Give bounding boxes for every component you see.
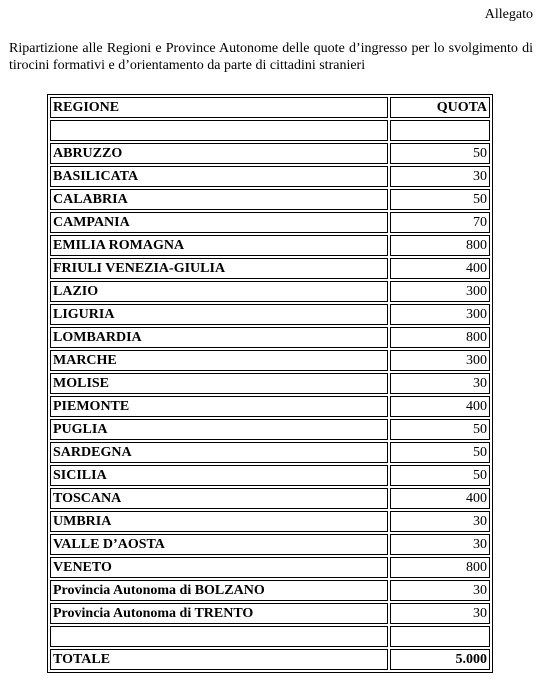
region-cell: LAZIO (50, 281, 388, 302)
region-cell: ABRUZZO (50, 143, 388, 164)
table-row (50, 143, 490, 164)
table-row (50, 580, 490, 601)
quota-cell: 800 (390, 235, 490, 256)
total-label: TOTALE (50, 649, 388, 670)
total-row (50, 649, 490, 670)
quota-cell: 50 (390, 419, 490, 440)
region-cell: UMBRIA (50, 511, 388, 532)
region-cell: Provincia Autonoma di TRENTO (50, 603, 388, 624)
quota-cell: 30 (390, 603, 490, 624)
region-cell: MOLISE (50, 373, 388, 394)
blank-row (50, 120, 490, 141)
table-row (50, 350, 490, 371)
table-row (50, 396, 490, 417)
quota-cell: 30 (390, 166, 490, 187)
quota-cell: 70 (390, 212, 490, 233)
table-row (50, 534, 490, 555)
region-cell: PUGLIA (50, 419, 388, 440)
region-cell: CAMPANIA (50, 212, 388, 233)
table-row (50, 373, 490, 394)
region-cell: VENETO (50, 557, 388, 578)
table-row (50, 419, 490, 440)
blank-cell (50, 120, 388, 141)
region-cell: SICILIA (50, 465, 388, 486)
region-cell: EMILIA ROMAGNA (50, 235, 388, 256)
table-row (50, 281, 490, 302)
quota-table-body (50, 97, 490, 670)
quota-cell: 30 (390, 580, 490, 601)
table-row (50, 488, 490, 509)
quota-cell: 50 (390, 465, 490, 486)
region-cell: CALABRIA (50, 189, 388, 210)
table-row (50, 327, 490, 348)
region-cell: FRIULI VENEZIA-GIULIA (50, 258, 388, 279)
table-row (50, 258, 490, 279)
region-cell: LIGURIA (50, 304, 388, 325)
quota-cell: 30 (390, 534, 490, 555)
quota-cell: 400 (390, 396, 490, 417)
table-row (50, 235, 490, 256)
table-row (50, 166, 490, 187)
quota-cell: 400 (390, 258, 490, 279)
region-cell: SARDEGNA (50, 442, 388, 463)
table-row (50, 603, 490, 624)
quota-cell: 800 (390, 327, 490, 348)
quota-table (47, 94, 493, 673)
table-row (50, 304, 490, 325)
quota-cell: 50 (390, 143, 490, 164)
table-row (50, 189, 490, 210)
intro-paragraph: Ripartizione alle Regioni e Province Autonome delle quote d’ingresso per lo svolgimento di tirocini formativi e d’orientamento da parte di cittadini stranieri (9, 41, 533, 73)
table-row (50, 557, 490, 578)
table-row (50, 442, 490, 463)
attachment-label: Allegato (484, 7, 533, 22)
table-row (50, 465, 490, 486)
region-cell: PIEMONTE (50, 396, 388, 417)
blank-row (50, 626, 490, 647)
quota-cell: 800 (390, 557, 490, 578)
quota-cell: 300 (390, 281, 490, 302)
region-cell: LOMBARDIA (50, 327, 388, 348)
blank-cell (390, 626, 490, 647)
header-row (50, 97, 490, 118)
blank-cell (390, 120, 490, 141)
blank-cell (50, 626, 388, 647)
header-quota: QUOTA (390, 97, 490, 118)
quota-cell: 400 (390, 488, 490, 509)
quota-cell: 50 (390, 189, 490, 210)
table-row (50, 511, 490, 532)
quota-cell: 30 (390, 373, 490, 394)
region-cell: MARCHE (50, 350, 388, 371)
region-cell: VALLE D’AOSTA (50, 534, 388, 555)
quota-cell: 300 (390, 350, 490, 371)
region-cell: Provincia Autonoma di BOLZANO (50, 580, 388, 601)
table-row (50, 212, 490, 233)
quota-cell: 30 (390, 511, 490, 532)
total-value: 5.000 (390, 649, 490, 670)
region-cell: TOSCANA (50, 488, 388, 509)
quota-cell: 300 (390, 304, 490, 325)
header-region: REGIONE (50, 97, 388, 118)
region-cell: BASILICATA (50, 166, 388, 187)
quota-cell: 50 (390, 442, 490, 463)
